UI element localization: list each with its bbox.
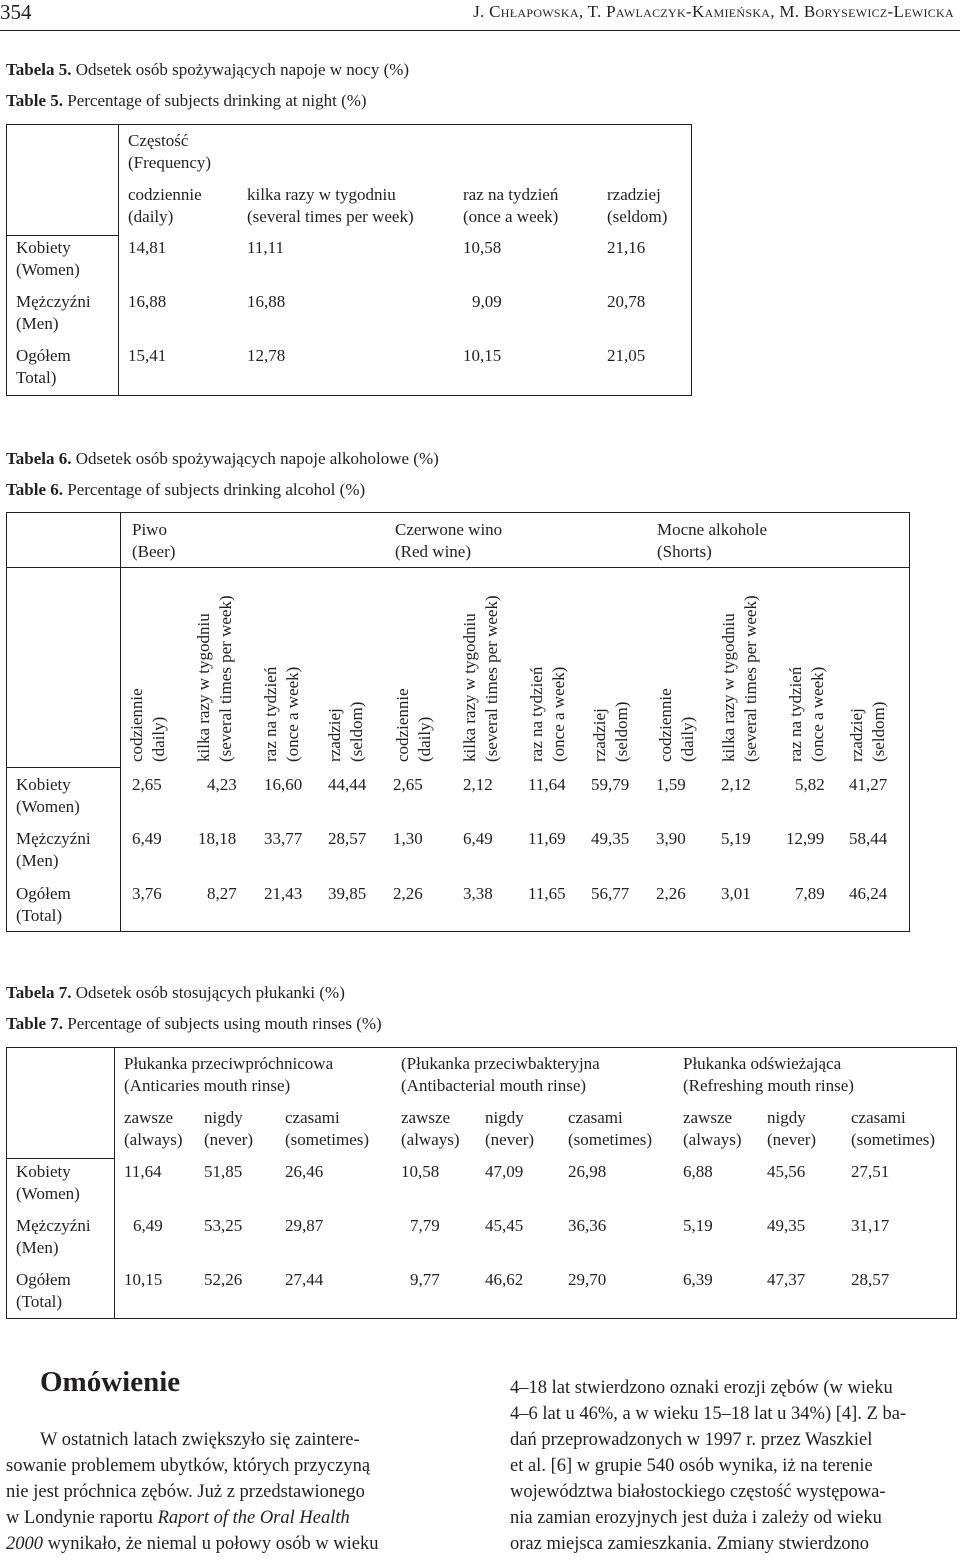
table6-cell: 2,12	[721, 775, 751, 794]
table7-cell: 26,46	[285, 1162, 324, 1181]
table6-cell: 3,01	[721, 884, 751, 903]
paragraph-line: województwa białostockiego częstość występowa-	[510, 1482, 886, 1502]
table6-cell: 2,65	[132, 775, 162, 794]
table6-cell: 18,18	[198, 829, 237, 848]
table6-group-wine: Czerwone wino (Red wine)	[395, 520, 503, 561]
table6-subcol-daily: codziennie (daily)	[393, 688, 434, 762]
paragraph-line: 4–18 lat stwierdzono oznaki erozji zębów (w wieku	[510, 1378, 893, 1398]
table6-subcol-daily: codziennie (daily)	[656, 688, 697, 762]
table6-cell: 7,89	[795, 884, 825, 903]
table7-cell: 10,15	[124, 1270, 163, 1289]
table6-cell: 28,57	[328, 829, 367, 848]
paragraph-line: et al. [6] w grupie 540 osób wynika, iż na terenie	[510, 1456, 873, 1476]
table7-cell: 9,77	[410, 1270, 440, 1289]
table7-cell: 5,19	[683, 1216, 713, 1235]
table7-subcol-never: nigdy (never)	[767, 1108, 817, 1149]
table7-cell: 36,36	[568, 1216, 607, 1235]
table7-cell: 27,44	[285, 1270, 324, 1289]
table7-caption-en: Table 7. Percentage of subjects using mouth rinses (%)	[6, 1014, 382, 1033]
table6-cell: 39,85	[328, 884, 367, 903]
table6-cell: 6,49	[463, 829, 493, 848]
table6-cell: 41,27	[849, 775, 888, 794]
table6-cell: 49,35	[591, 829, 630, 848]
table6-cell: 11,69	[528, 829, 566, 848]
table7-cell: 47,37	[767, 1270, 806, 1289]
table7-cell: 45,45	[485, 1216, 524, 1235]
table6-cell: 5,82	[795, 775, 825, 794]
table7-cell: 31,17	[851, 1216, 890, 1235]
table7-cell: 6,88	[683, 1162, 713, 1181]
table7-subcol-never: nigdy (never)	[204, 1108, 254, 1149]
table6-caption-pl: Tabela 6. Odsetek osób spożywających napoje alkoholowe (%)	[6, 449, 439, 468]
table7-cell: 27,51	[851, 1162, 890, 1181]
paragraph-line: w Londynie raportu Raport of the Oral Health	[6, 1508, 350, 1528]
table7-cell: 6,49	[133, 1216, 163, 1235]
table7-cell: 11,64	[124, 1162, 162, 1181]
table6-group-beer: Piwo (Beer)	[132, 520, 176, 561]
paragraph-line: dań przeprowadzonych w 1997 r. przez Waszkiel	[510, 1430, 873, 1450]
table6-cell: 21,43	[264, 884, 303, 903]
paragraph-line: nia zamian erozyjnych jest duża i zależy od wieku	[510, 1508, 882, 1528]
table5-cell: 14,81	[128, 238, 167, 257]
table7-row-label: Kobiety (Women)	[16, 1162, 80, 1203]
table6-cell: 1,30	[393, 829, 423, 848]
table6-cell: 2,12	[463, 775, 493, 794]
table6-cell: 8,27	[207, 884, 237, 903]
table5-col-seldom: rzadziej (seldom)	[607, 185, 668, 226]
table5-divider	[118, 124, 119, 396]
table6-row-label: Ogółem (Total)	[16, 884, 71, 925]
table5-header-rule	[6, 235, 119, 236]
table6-subcol-once: raz na tydzień (once a week)	[527, 666, 568, 762]
table6-group-shorts: Mocne alkohole (Shorts)	[657, 520, 767, 561]
table6-cell: 3,90	[656, 829, 686, 848]
table6-subcol-seldom: rzadziej (seldom)	[590, 701, 631, 762]
table5-row-label: Ogółem Total)	[16, 346, 71, 387]
table5-cell: 21,16	[607, 238, 646, 257]
table6-subcol-several: kilka razy w tygodniu (several times per week)	[194, 595, 235, 762]
table7-subcol-always: zawsze (always)	[683, 1108, 742, 1149]
table6-subcol-once: raz na tydzień (once a week)	[261, 666, 302, 762]
discussion-right-column	[510, 1375, 956, 1557]
table7-caption-pl: Tabela 7. Odsetek osób stosujących płukanki (%)	[6, 983, 345, 1002]
table6-cell: 2,26	[656, 884, 686, 903]
table7-cell: 7,79	[410, 1216, 440, 1235]
table7-row-label: Ogółem (Total)	[16, 1270, 71, 1311]
paragraph-line: W ostatnich latach zwiększyło się zaintere-	[40, 1430, 360, 1450]
paragraph-line: oraz miejsca zamieszkania. Zmiany stwierdzono	[510, 1534, 870, 1554]
table6-cell: 11,65	[528, 884, 566, 903]
table7-cell: 52,26	[204, 1270, 243, 1289]
table6-cell: 59,79	[591, 775, 630, 794]
table7-subcol-always: zawsze (always)	[124, 1108, 183, 1149]
table6-cell: 2,26	[393, 884, 423, 903]
table6-cell: 12,99	[786, 829, 825, 848]
table7-cell: 46,62	[485, 1270, 524, 1289]
table6-cell: 3,38	[463, 884, 493, 903]
paragraph-line: nie jest próchnica zębów. Już z przedstawionego	[6, 1482, 365, 1502]
table6-cell: 33,77	[264, 829, 303, 848]
table6-caption-en: Table 6. Percentage of subjects drinking alcohol (%)	[6, 480, 366, 499]
table6-cell: 58,44	[849, 829, 888, 848]
table5-caption-en: Table 5. Percentage of subjects drinking at night (%)	[6, 91, 367, 110]
table6-subcol-seldom: rzadziej (seldom)	[847, 701, 888, 762]
paragraph-line: 2000 wynikało, że niemal u połowy osób w wieku	[6, 1534, 379, 1554]
table7-group-antibacterial: (Płukanka przeciwbakteryjna (Antibacterial mouth rinse)	[401, 1054, 600, 1095]
header-rule	[0, 30, 960, 31]
table5-col-daily: codziennie (daily)	[128, 185, 202, 226]
table7-subcol-sometimes: czasami (sometimes)	[285, 1108, 370, 1149]
table7-cell: 29,87	[285, 1216, 324, 1235]
table7-cell: 28,57	[851, 1270, 890, 1289]
table7-group-anticaries: Płukanka przeciwpróchnicowa (Anticaries mouth rinse)	[124, 1054, 334, 1095]
table5-cell: 21,05	[607, 346, 646, 365]
table7-row-label: Mężczyźni (Men)	[16, 1216, 91, 1257]
table7-header-rule	[6, 1158, 115, 1159]
table6-divider	[120, 512, 121, 932]
table6-cell: 44,44	[328, 775, 367, 794]
table5-cell: 10,58	[463, 238, 502, 257]
table7-cell: 51,85	[204, 1162, 243, 1181]
table6-row-label: Mężczyźni (Men)	[16, 829, 91, 870]
table7-cell: 6,39	[683, 1270, 713, 1289]
table6-subcol-several: kilka razy w tygodniu (several times per week)	[719, 595, 760, 762]
table7-subcol-never: nigdy (never)	[485, 1108, 535, 1149]
table5-row-label: Kobiety (Women)	[16, 238, 80, 279]
table6-cell: 16,60	[264, 775, 303, 794]
table6-cell: 46,24	[849, 884, 888, 903]
running-header-authors: J. Chłapowska, T. Pawlaczyk-Kamieńska, M. Borysewicz-Lewicka	[473, 2, 954, 21]
table5-cell: 11,11	[247, 238, 284, 257]
table6-cell: 1,59	[656, 775, 686, 794]
table7-cell: 29,70	[568, 1270, 607, 1289]
table6-group-rule	[6, 567, 910, 568]
table6-cell: 3,76	[132, 884, 162, 903]
page-number: 354	[0, 0, 32, 24]
table6-subcol-once: raz na tydzień (once a week)	[786, 666, 827, 762]
table6-subcol-several: kilka razy w tygodniu (several times per week)	[460, 595, 501, 762]
table5-frame	[6, 124, 692, 396]
table5-cell: 9,09	[472, 292, 502, 311]
table5-group-header: Częstość (Frequency)	[128, 131, 212, 172]
table7-group-refreshing: Płukanka odświeżająca (Refreshing mouth rinse)	[683, 1054, 854, 1095]
table5-col-several: kilka razy w tygodniu (several times per week)	[247, 185, 414, 226]
table5-caption-pl: Tabela 5. Odsetek osób spożywających napoje w nocy (%)	[6, 60, 410, 79]
table5-cell: 15,41	[128, 346, 167, 365]
table7-divider	[114, 1047, 115, 1319]
table7-subcol-sometimes: czasami (sometimes)	[851, 1108, 936, 1149]
table6-cell: 11,64	[528, 775, 566, 794]
table6-cell: 5,19	[721, 829, 751, 848]
table5-cell: 12,78	[247, 346, 286, 365]
table6-label-rule	[6, 767, 121, 768]
table6-cell: 6,49	[132, 829, 162, 848]
table5-cell: 16,88	[247, 292, 286, 311]
paragraph-line: sowanie problemem ubytków, których przyczyną	[6, 1456, 371, 1476]
table7-subcol-always: zawsze (always)	[401, 1108, 460, 1149]
section-heading: Omówienie	[40, 1366, 181, 1398]
table7-cell: 45,56	[767, 1162, 806, 1181]
table5-cell: 10,15	[463, 346, 502, 365]
table7-cell: 10,58	[401, 1162, 440, 1181]
table6-cell: 4,23	[207, 775, 237, 794]
paragraph-line: 4–6 lat u 46%, a w wieku 15–18 lat u 34%) [4]. Z ba-	[510, 1404, 907, 1424]
table6-subcol-seldom: rzadziej (seldom)	[325, 701, 366, 762]
table5-cell: 16,88	[128, 292, 167, 311]
table7-cell: 49,35	[767, 1216, 806, 1235]
table5-row-label: Mężczyźni (Men)	[16, 292, 91, 333]
table6-cell: 56,77	[591, 884, 630, 903]
table5-cell: 20,78	[607, 292, 646, 311]
table6-cell: 2,65	[393, 775, 423, 794]
table5-col-once: raz na tydzień (once a week)	[463, 185, 559, 226]
table7-cell: 53,25	[204, 1216, 243, 1235]
table7-cell: 26,98	[568, 1162, 607, 1181]
discussion-left-column	[6, 1427, 452, 1557]
table6-row-label: Kobiety (Women)	[16, 775, 80, 816]
table7-subcol-sometimes: czasami (sometimes)	[568, 1108, 653, 1149]
table6-subcol-daily: codziennie (daily)	[127, 688, 168, 762]
table7-cell: 47,09	[485, 1162, 524, 1181]
